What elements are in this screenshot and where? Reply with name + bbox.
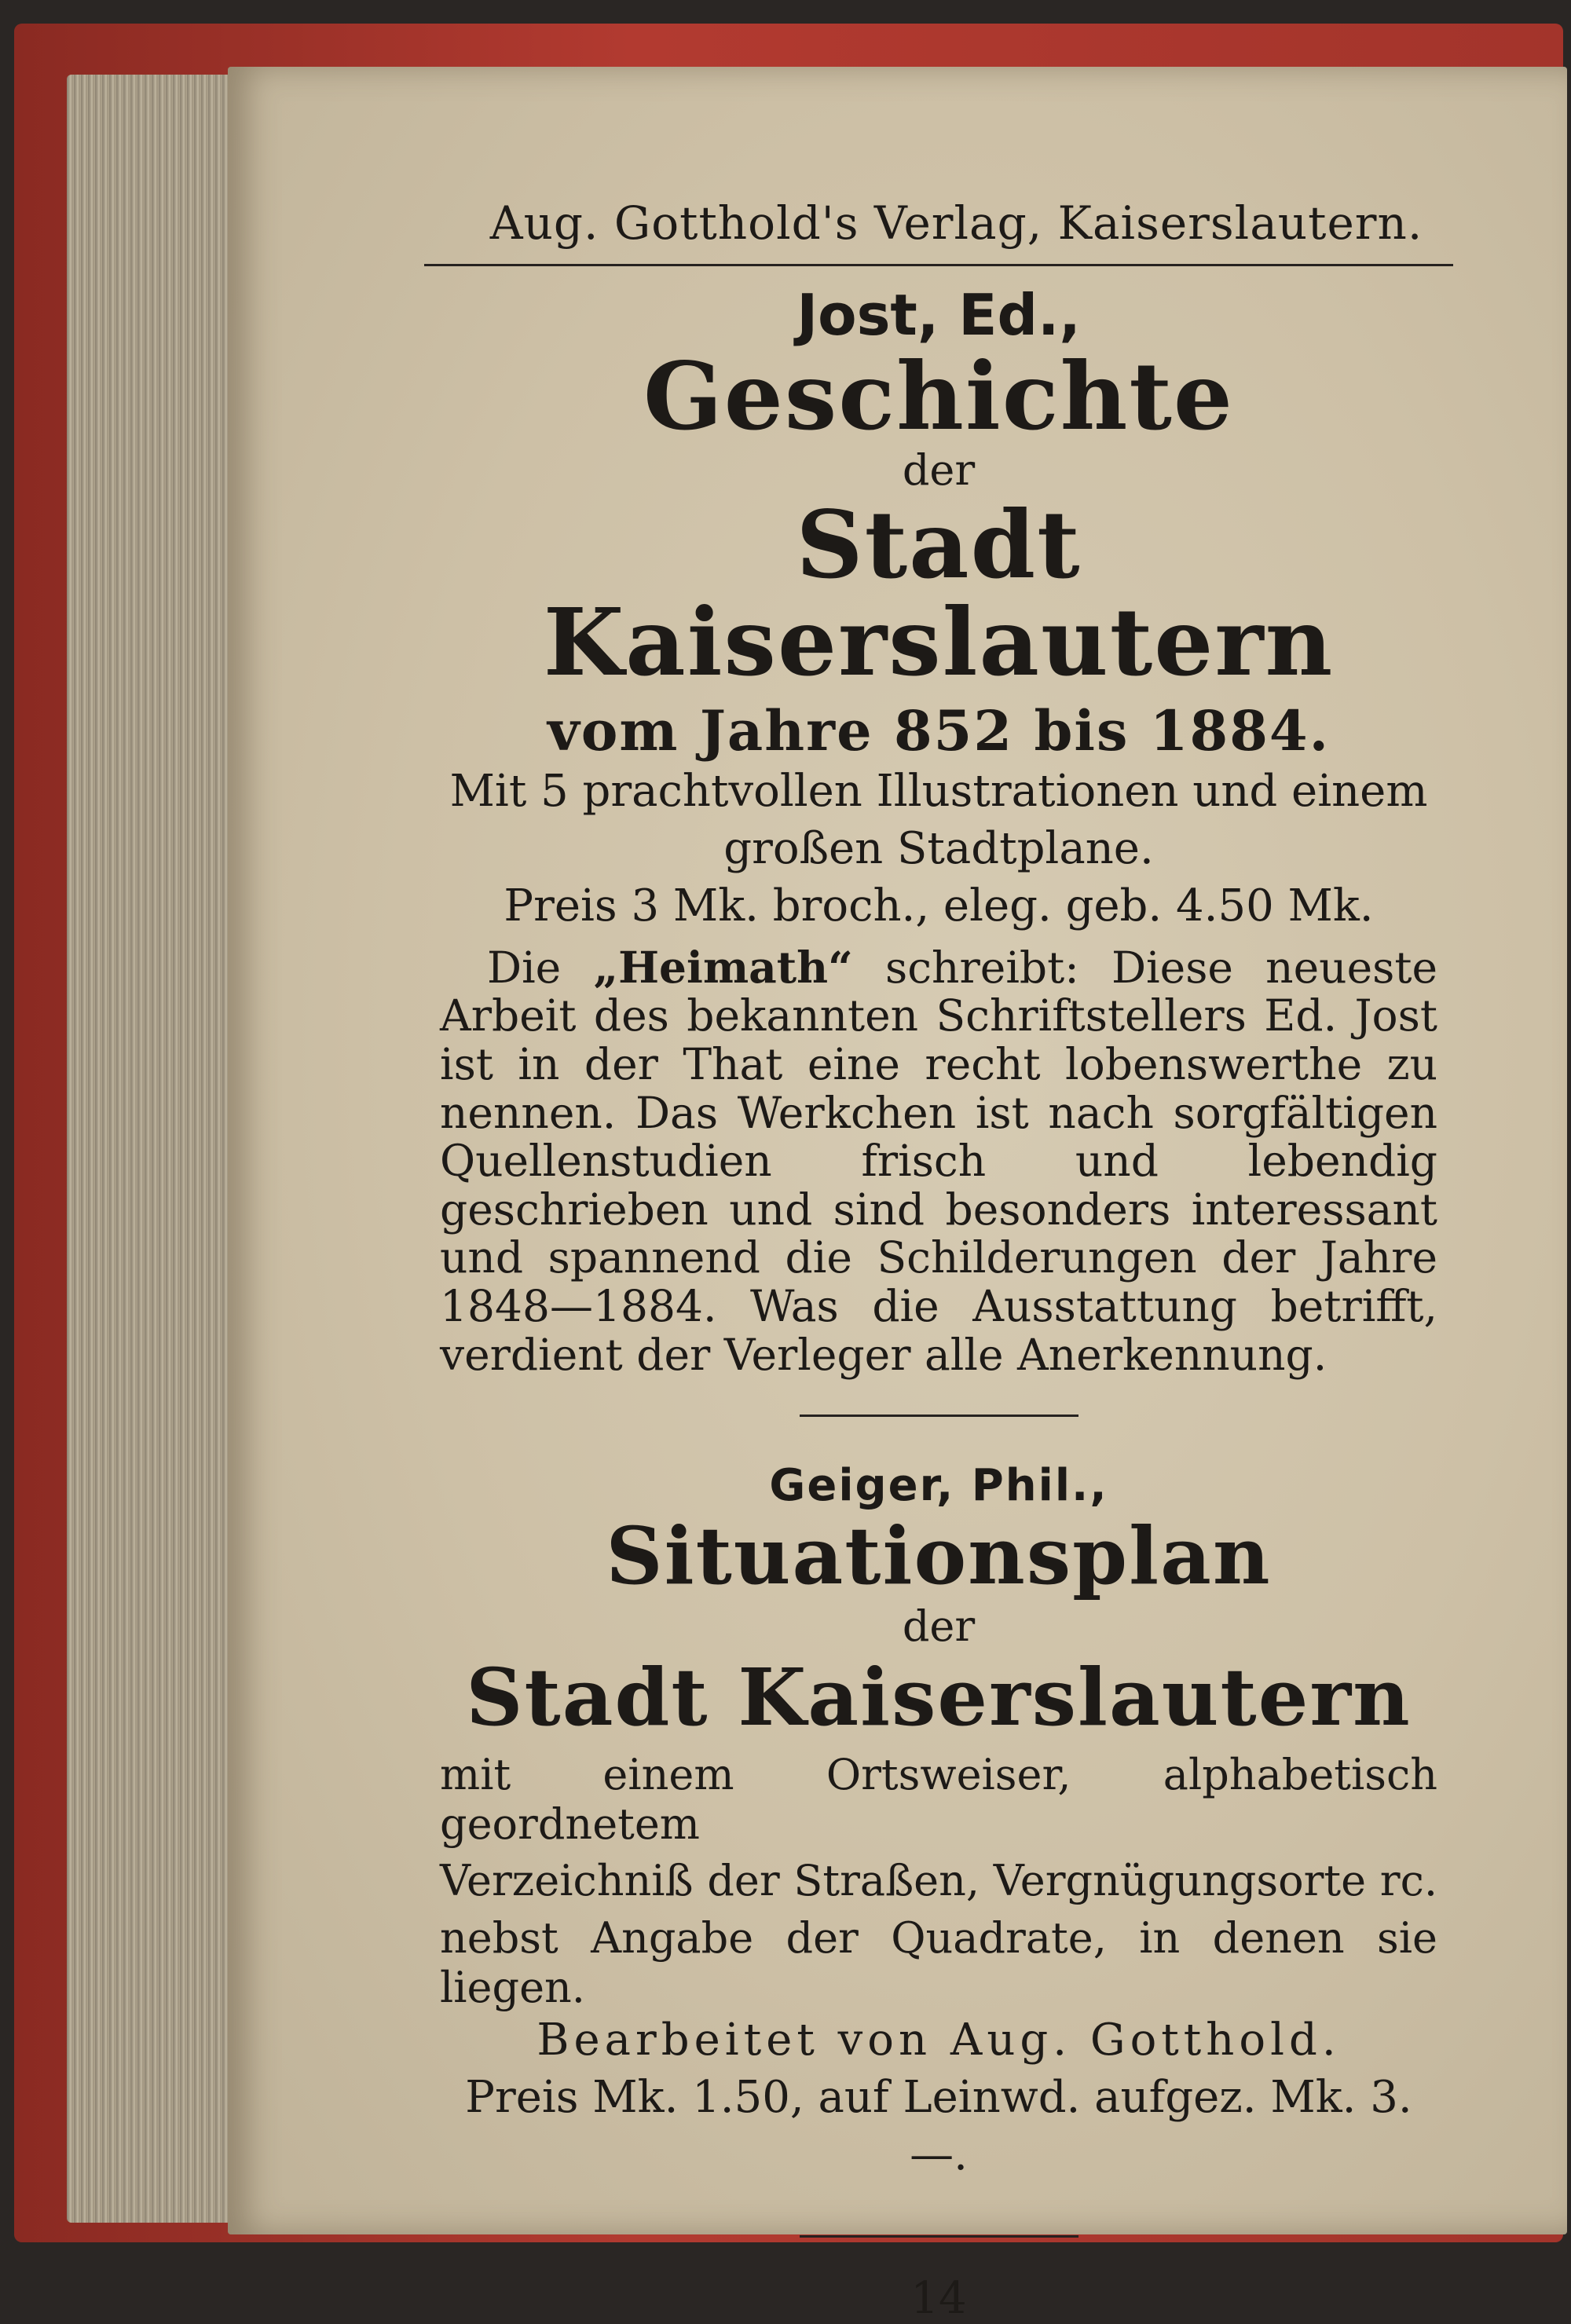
book1-title: Geschichte (643, 342, 1234, 451)
book2-title: Situationsplan (606, 1510, 1272, 1603)
book1-title-city: Stadt Kaiserslautern (543, 489, 1335, 697)
book2-der: der (902, 1601, 976, 1652)
book1-review (440, 943, 1437, 1379)
page-content (440, 196, 1437, 2324)
section-divider (800, 1415, 1078, 1417)
book1-author: Jost, Ed., (796, 282, 1081, 348)
review-source: „Heimath“ (593, 941, 853, 993)
book1-subtitle: vom Jahre 852 bis 1884. (547, 698, 1330, 764)
book2-price: Preis Mk. 1.50, auf Leinwd. aufgez. Mk. 3.—. (465, 2071, 1412, 2180)
book1-der: der (902, 445, 976, 495)
review-intro: Die (487, 942, 594, 993)
book2-desc-line2: Verzeichniß der Straßen, Vergnügungsorte rc. (440, 1856, 1437, 1906)
book2-author: Geiger, Phil., (769, 1460, 1108, 1512)
page-number: 14 (910, 2272, 967, 2324)
publisher-header: Aug. Gotthold's Verlag, Kaiserslautern. (489, 196, 1423, 250)
book2-title-city: Stadt Kaiserslautern (466, 1651, 1412, 1744)
page-edges (67, 75, 247, 2223)
book1-price: Preis 3 Mk. broch., eleg. geb. 4.50 Mk. (504, 880, 1374, 932)
book1-illustrations-line2: großen Stadtplane. (723, 823, 1154, 875)
header-rule (424, 264, 1453, 266)
book2-editor: Bearbeitet von Aug. Gotthold. (536, 2015, 1341, 2066)
book2-desc-line3: nebst Angabe der Quadrate, in denen sie liegen. (440, 1912, 1437, 2012)
book2-desc-line1: mit einem Ortsweiser, alphabetisch geordnetem (440, 1750, 1437, 1849)
bottom-divider (800, 2235, 1078, 2238)
review-text: schreibt: Diese neueste Arbeit des bekannten Schriftstellers Ed. Jost ist in der That eine recht lobenswerthe zu nennen. Das Werkchen ist nach sorgfältigen Quellenstudien frisch und lebendig geschrieben und sind besonders interessant und spannend die Schilderungen der Jahre 1848—1884. Was die Ausstattung betrifft, verdient der Verleger alle Anerkennung. (440, 942, 1438, 1380)
book1-illustrations-line1: Mit 5 prachtvollen Illustrationen und einem (449, 766, 1428, 818)
